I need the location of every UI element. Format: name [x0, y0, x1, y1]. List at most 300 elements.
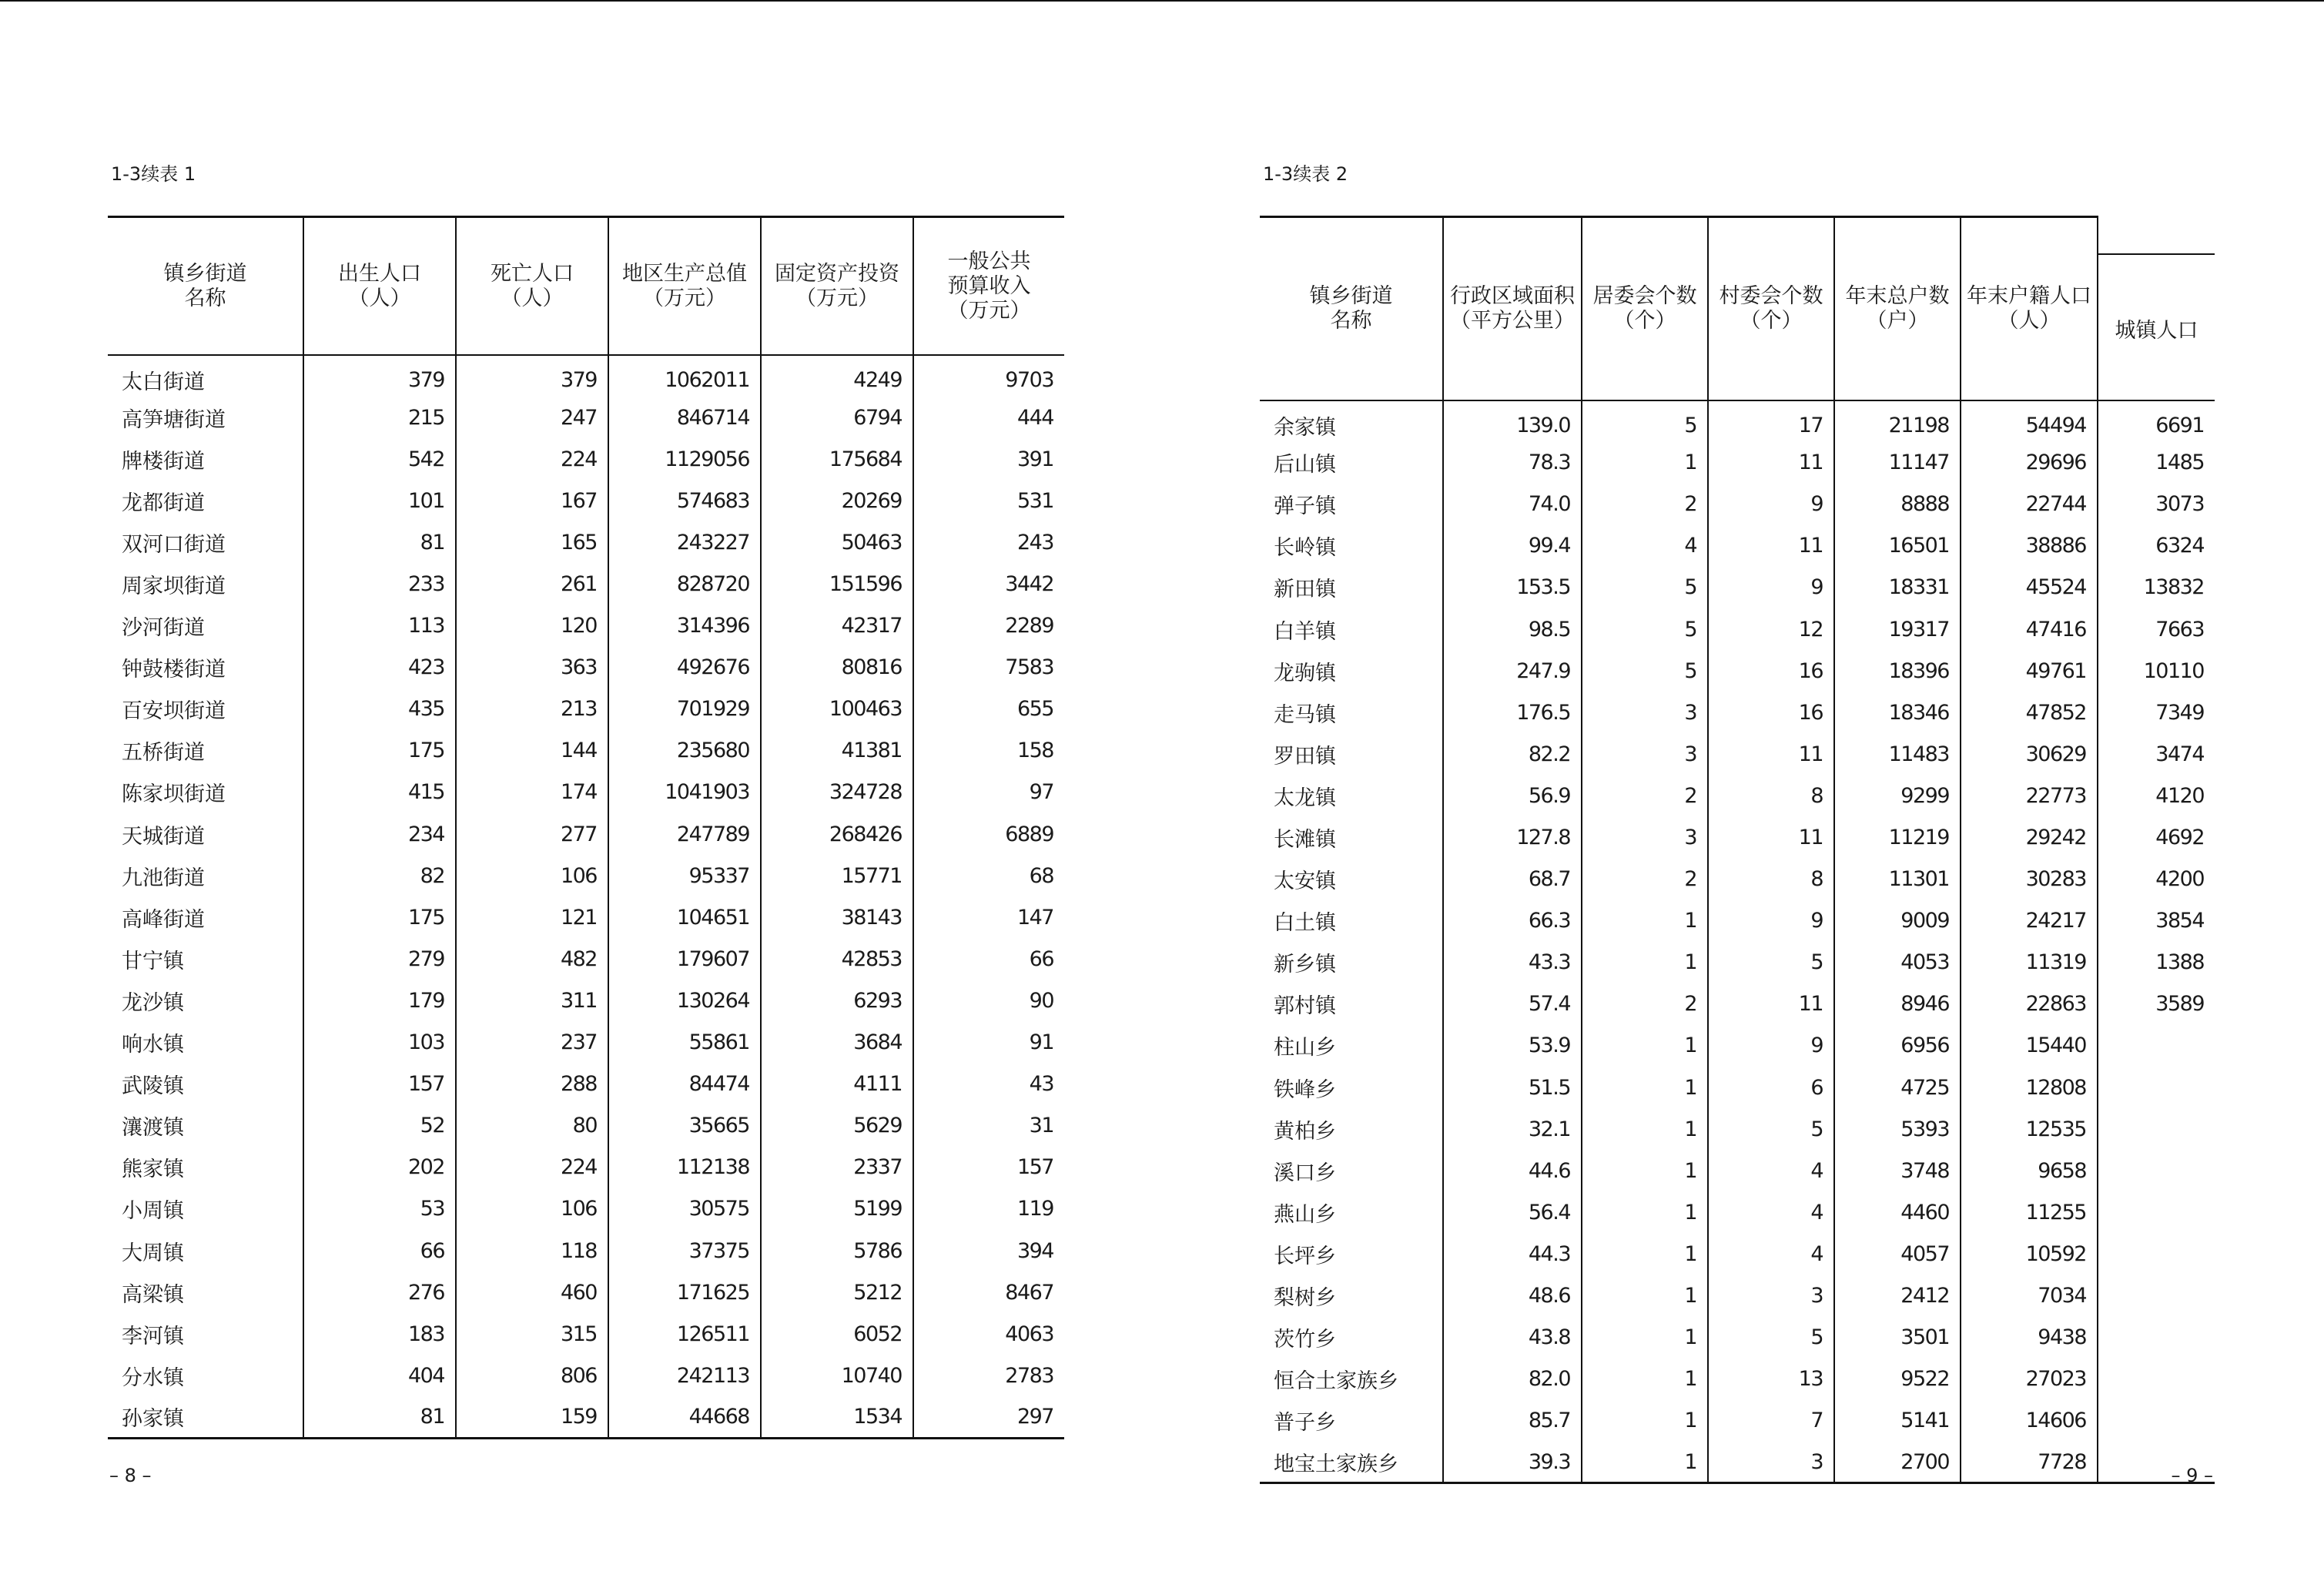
table-row: [108, 1188, 1064, 1230]
cell-households: 19317: [1834, 608, 1961, 650]
header-public-budget-revenue: 一般公共 预算收入 （万元）: [913, 217, 1064, 356]
cell-public-budget-revenue: 243: [913, 521, 1064, 563]
cell-gdp: 171625: [608, 1271, 761, 1313]
cell-urban-population: [2098, 1067, 2215, 1108]
cell-town-name: 天城街道: [122, 824, 205, 849]
cell-gdp: 37375: [608, 1230, 761, 1271]
left-statistics-table: [108, 216, 1064, 1439]
table-row: [1260, 733, 2215, 775]
cell-households: 2412: [1834, 1275, 1961, 1316]
cell-town-name: 梨树乡: [1274, 1286, 1336, 1311]
cell-residents-committees: 1: [1582, 1150, 1708, 1191]
cell-public-budget-revenue: 2289: [913, 605, 1064, 647]
cell-town-name: 长滩镇: [1274, 827, 1336, 852]
cell-area: 127.8: [1443, 816, 1582, 858]
cell-public-budget-revenue: 655: [913, 688, 1064, 730]
cell-town-name: 龙驹镇: [1274, 661, 1336, 685]
cell-households: 18396: [1834, 650, 1961, 692]
cell-public-budget-revenue: 4063: [913, 1313, 1064, 1355]
cell-births: 52: [303, 1105, 456, 1147]
cell-registered-population: 11319: [1961, 942, 2098, 983]
cell-households: 8946: [1834, 983, 1961, 1025]
cell-registered-population: 12535: [1961, 1108, 2098, 1150]
table-row: [108, 438, 1064, 480]
cell-village-committees: 5: [1708, 1317, 1834, 1359]
cell-households: 9522: [1834, 1359, 1961, 1400]
cell-village-committees: 6: [1708, 1067, 1834, 1108]
cell-gdp: 30575: [608, 1188, 761, 1230]
table-row: [108, 397, 1064, 438]
table-row: [108, 980, 1064, 1021]
cell-residents-committees: 5: [1582, 400, 1708, 442]
cell-gdp: 1062011: [608, 355, 761, 397]
cell-village-committees: 9: [1708, 900, 1834, 942]
cell-town-name: 武陵镇: [122, 1074, 184, 1099]
cell-town-name: 龙沙镇: [122, 990, 184, 1015]
cell-registered-population: 9438: [1961, 1317, 2098, 1359]
cell-area: 43.3: [1443, 942, 1582, 983]
cell-births: 404: [303, 1355, 456, 1396]
table-row: [1260, 1067, 2215, 1108]
table-row: [1260, 608, 2215, 650]
cell-residents-committees: 5: [1582, 567, 1708, 608]
cell-fixed-asset-investment: 100463: [761, 688, 913, 730]
cell-village-committees: 11: [1708, 983, 1834, 1025]
cell-village-committees: 11: [1708, 525, 1834, 567]
cell-village-committees: 3: [1708, 1275, 1834, 1316]
table-row: [1260, 484, 2215, 525]
header-residents-committees: 居委会个数 （个）: [1582, 217, 1708, 400]
cell-fixed-asset-investment: 4111: [761, 1064, 913, 1105]
table-row: [1260, 567, 2215, 608]
header-registered-population: 年末户籍人口 （人）: [1961, 217, 2098, 400]
cell-fixed-asset-investment: 1534: [761, 1396, 913, 1438]
table-row: [1260, 650, 2215, 692]
table-row: [108, 1022, 1064, 1064]
cell-town-name: 高笋塘街道: [122, 407, 226, 432]
cell-fixed-asset-investment: 20269: [761, 480, 913, 521]
cell-village-committees: 5: [1708, 942, 1834, 983]
table-row: [108, 647, 1064, 688]
cell-town-name: 新田镇: [1274, 578, 1336, 602]
cell-fixed-asset-investment: 5212: [761, 1271, 913, 1313]
cell-deaths: 165: [456, 521, 608, 563]
cell-fixed-asset-investment: 324728: [761, 772, 913, 813]
cell-urban-population: 7349: [2098, 692, 2215, 733]
cell-births: 215: [303, 397, 456, 438]
cell-deaths: 80: [456, 1105, 608, 1147]
cell-urban-population: 10110: [2098, 650, 2215, 692]
cell-public-budget-revenue: 444: [913, 397, 1064, 438]
left-header-row: [108, 217, 1064, 356]
cell-fixed-asset-investment: 6794: [761, 397, 913, 438]
cell-fixed-asset-investment: 151596: [761, 563, 913, 605]
cell-fixed-asset-investment: 6052: [761, 1313, 913, 1355]
cell-area: 32.1: [1443, 1108, 1582, 1150]
cell-village-committees: 11: [1708, 816, 1834, 858]
cell-public-budget-revenue: 8467: [913, 1271, 1064, 1313]
cell-registered-population: 7728: [1961, 1442, 2098, 1483]
cell-registered-population: 11255: [1961, 1191, 2098, 1233]
cell-town-name: 铁峰乡: [1274, 1077, 1336, 1102]
cell-public-budget-revenue: 531: [913, 480, 1064, 521]
cell-town-name: 溪口乡: [1274, 1161, 1336, 1185]
cell-households: 18346: [1834, 692, 1961, 733]
cell-deaths: 224: [456, 438, 608, 480]
cell-gdp: 35665: [608, 1105, 761, 1147]
table-row: [1260, 1275, 2215, 1316]
cell-residents-committees: 5: [1582, 650, 1708, 692]
table-row: [1260, 1150, 2215, 1191]
cell-registered-population: 15440: [1961, 1025, 2098, 1067]
cell-deaths: 174: [456, 772, 608, 813]
table-row: [108, 355, 1064, 397]
cell-deaths: 315: [456, 1313, 608, 1355]
cell-households: 2700: [1834, 1442, 1961, 1483]
cell-town-name: 五桥街道: [122, 741, 205, 766]
cell-area: 74.0: [1443, 484, 1582, 525]
cell-urban-population: 4120: [2098, 775, 2215, 816]
cell-town-name: 后山镇: [1274, 453, 1336, 477]
cell-public-budget-revenue: 147: [913, 896, 1064, 938]
cell-deaths: 118: [456, 1230, 608, 1271]
cell-public-budget-revenue: 68: [913, 855, 1064, 896]
cell-registered-population: 47416: [1961, 608, 2098, 650]
cell-households: 9009: [1834, 900, 1961, 942]
cell-town-name: 弹子镇: [1274, 494, 1336, 519]
table-row: [108, 1355, 1064, 1396]
cell-fixed-asset-investment: 268426: [761, 813, 913, 855]
cell-households: 3748: [1834, 1150, 1961, 1191]
cell-town-name: 恒合土家族乡: [1274, 1369, 1398, 1394]
table-row: [1260, 859, 2215, 900]
cell-town-name: 响水镇: [122, 1033, 184, 1057]
cell-public-budget-revenue: 90: [913, 980, 1064, 1021]
cell-urban-population: 4200: [2098, 859, 2215, 900]
cell-households: 21198: [1834, 400, 1961, 442]
right-table-title: 1-3续表 2: [1263, 163, 1348, 185]
cell-town-name: 周家坝街道: [122, 575, 226, 599]
cell-town-name: 白土镇: [1274, 911, 1336, 936]
cell-area: 66.3: [1443, 900, 1582, 942]
cell-deaths: 277: [456, 813, 608, 855]
cell-area: 139.0: [1443, 400, 1582, 442]
cell-public-budget-revenue: 157: [913, 1147, 1064, 1188]
cell-town-name: 茨竹乡: [1274, 1328, 1336, 1352]
cell-births: 423: [303, 647, 456, 688]
cell-births: 279: [303, 938, 456, 980]
cell-gdp: 126511: [608, 1313, 761, 1355]
header-town-name: 镇乡街道 名称: [108, 217, 303, 356]
cell-gdp: 243227: [608, 521, 761, 563]
cell-registered-population: 22744: [1961, 484, 2098, 525]
cell-births: 175: [303, 730, 456, 772]
cell-residents-committees: 1: [1582, 1025, 1708, 1067]
cell-deaths: 237: [456, 1022, 608, 1064]
cell-births: 81: [303, 1396, 456, 1438]
cell-village-committees: 8: [1708, 775, 1834, 816]
cell-town-name: 龙都街道: [122, 491, 205, 515]
cell-deaths: 159: [456, 1396, 608, 1438]
cell-public-budget-revenue: 31: [913, 1105, 1064, 1147]
cell-town-name: 孙家镇: [108, 1396, 303, 1438]
cell-residents-committees: 2: [1582, 775, 1708, 816]
cell-births: 435: [303, 688, 456, 730]
cell-urban-population: [2098, 1400, 2215, 1442]
cell-deaths: 224: [456, 1147, 608, 1188]
cell-fixed-asset-investment: 42317: [761, 605, 913, 647]
cell-households: 11301: [1834, 859, 1961, 900]
right-page-number: – 9 –: [2171, 1465, 2213, 1486]
header-fixed-asset-investment: 固定资产投资 （万元）: [761, 217, 913, 356]
cell-urban-population: 13832: [2098, 567, 2215, 608]
cell-fixed-asset-investment: 5199: [761, 1188, 913, 1230]
table-row: [108, 605, 1064, 647]
cell-town-name: 小周镇: [122, 1199, 184, 1224]
cell-deaths: 144: [456, 730, 608, 772]
cell-area: 43.8: [1443, 1317, 1582, 1359]
cell-deaths: 806: [456, 1355, 608, 1396]
header-village-committees: 村委会个数 （个）: [1708, 217, 1834, 400]
cell-households: 5393: [1834, 1108, 1961, 1150]
cell-town-name: 沙河街道: [122, 616, 205, 641]
cell-public-budget-revenue: 2783: [913, 1355, 1064, 1396]
cell-gdp: 701929: [608, 688, 761, 730]
cell-village-committees: 12: [1708, 608, 1834, 650]
cell-gdp: 492676: [608, 647, 761, 688]
table-row: [1260, 1359, 2215, 1400]
cell-households: 4057: [1834, 1233, 1961, 1275]
cell-gdp: 104651: [608, 896, 761, 938]
table-row: [108, 563, 1064, 605]
cell-urban-population: 6691: [2098, 400, 2215, 442]
table-row: [1260, 400, 2215, 442]
table-row: [108, 1396, 1064, 1438]
cell-public-budget-revenue: 119: [913, 1188, 1064, 1230]
cell-area: 56.9: [1443, 775, 1582, 816]
right-header-row: [1260, 217, 2215, 400]
cell-registered-population: 24217: [1961, 900, 2098, 942]
cell-area: 85.7: [1443, 1400, 1582, 1442]
cell-village-committees: 16: [1708, 650, 1834, 692]
cell-households: 11147: [1834, 442, 1961, 484]
cell-fixed-asset-investment: 5629: [761, 1105, 913, 1147]
cell-residents-committees: 1: [1582, 1317, 1708, 1359]
cell-births: 179: [303, 980, 456, 1021]
cell-registered-population: 29696: [1961, 442, 2098, 484]
cell-village-committees: 4: [1708, 1150, 1834, 1191]
cell-urban-population: 1485: [2098, 442, 2215, 484]
cell-registered-population: 38886: [1961, 525, 2098, 567]
cell-urban-population: 6324: [2098, 525, 2215, 567]
cell-registered-population: 45524: [1961, 567, 2098, 608]
cell-village-committees: 7: [1708, 1400, 1834, 1442]
cell-households: 4460: [1834, 1191, 1961, 1233]
cell-urban-population: 1388: [2098, 942, 2215, 983]
cell-residents-committees: 1: [1582, 1108, 1708, 1150]
cell-households: 3501: [1834, 1317, 1961, 1359]
cell-area: 68.7: [1443, 859, 1582, 900]
cell-town-name: 牌楼街道: [122, 449, 205, 474]
cell-deaths: 167: [456, 480, 608, 521]
cell-urban-population: 3474: [2098, 733, 2215, 775]
cell-public-budget-revenue: 394: [913, 1230, 1064, 1271]
cell-town-name: 地宝土家族乡: [1260, 1442, 1443, 1483]
cell-births: 103: [303, 1022, 456, 1064]
cell-births: 66: [303, 1230, 456, 1271]
cell-urban-population: 7663: [2098, 608, 2215, 650]
cell-area: 78.3: [1443, 442, 1582, 484]
cell-area: 176.5: [1443, 692, 1582, 733]
table-row: [1260, 900, 2215, 942]
cell-town-name: 陈家坝街道: [122, 782, 226, 807]
cell-registered-population: 47852: [1961, 692, 2098, 733]
cell-births: 53: [303, 1188, 456, 1230]
cell-fixed-asset-investment: 2337: [761, 1147, 913, 1188]
cell-deaths: 311: [456, 980, 608, 1021]
cell-village-committees: 9: [1708, 484, 1834, 525]
cell-residents-committees: 2: [1582, 983, 1708, 1025]
cell-town-name: 柱山乡: [1274, 1036, 1336, 1060]
top-border-line: [0, 0, 2324, 2]
cell-residents-committees: 1: [1582, 1191, 1708, 1233]
cell-public-budget-revenue: 391: [913, 438, 1064, 480]
table-row: [1260, 692, 2215, 733]
table-row: [108, 896, 1064, 938]
cell-town-name: 罗田镇: [1274, 744, 1336, 769]
cell-public-budget-revenue: 7583: [913, 647, 1064, 688]
cell-fixed-asset-investment: 5786: [761, 1230, 913, 1271]
cell-deaths: 120: [456, 605, 608, 647]
cell-births: 82: [303, 855, 456, 896]
cell-area: 56.4: [1443, 1191, 1582, 1233]
cell-town-name: 九池街道: [122, 866, 205, 890]
header-town-name: 镇乡街道 名称: [1260, 217, 1443, 400]
table-row: [1260, 442, 2215, 484]
header-households: 年末总户数 （户）: [1834, 217, 1961, 400]
cell-fixed-asset-investment: 3684: [761, 1022, 913, 1064]
header-gdp: 地区生产总值 （万元）: [608, 217, 761, 356]
cell-births: 101: [303, 480, 456, 521]
cell-gdp: 95337: [608, 855, 761, 896]
cell-deaths: 379: [456, 355, 608, 397]
cell-deaths: 106: [456, 855, 608, 896]
cell-town-name: 太安镇: [1274, 869, 1336, 894]
cell-deaths: 261: [456, 563, 608, 605]
cell-town-name: 白羊镇: [1274, 619, 1336, 644]
header-area: 行政区域面积 （平方公里）: [1443, 217, 1582, 400]
cell-village-committees: 5: [1708, 1108, 1834, 1150]
cell-residents-committees: 3: [1582, 692, 1708, 733]
header-births: 出生人口 （人）: [303, 217, 456, 356]
cell-registered-population: 9658: [1961, 1150, 2098, 1191]
cell-births: 113: [303, 605, 456, 647]
table-row: [108, 1230, 1064, 1271]
cell-births: 234: [303, 813, 456, 855]
cell-births: 175: [303, 896, 456, 938]
cell-residents-committees: 4: [1582, 525, 1708, 567]
cell-deaths: 106: [456, 1188, 608, 1230]
cell-area: 44.3: [1443, 1233, 1582, 1275]
cell-fixed-asset-investment: 50463: [761, 521, 913, 563]
cell-village-committees: 11: [1708, 442, 1834, 484]
cell-registered-population: 14606: [1961, 1400, 2098, 1442]
cell-residents-committees: 1: [1582, 942, 1708, 983]
table-row: [1260, 942, 2215, 983]
cell-births: 81: [303, 521, 456, 563]
cell-gdp: 112138: [608, 1147, 761, 1188]
cell-births: 379: [303, 355, 456, 397]
table-row: [1260, 1025, 2215, 1067]
table-row: [108, 688, 1064, 730]
cell-town-name: 熊家镇: [122, 1157, 184, 1182]
table-row: [108, 1271, 1064, 1313]
cell-households: 4725: [1834, 1067, 1961, 1108]
cell-gdp: 574683: [608, 480, 761, 521]
cell-fixed-asset-investment: 80816: [761, 647, 913, 688]
cell-residents-committees: 2: [1582, 484, 1708, 525]
cell-area: 82.0: [1443, 1359, 1582, 1400]
cell-area: 51.5: [1443, 1067, 1582, 1108]
cell-residents-committees: 1: [1582, 442, 1708, 484]
cell-gdp: 44668: [608, 1396, 761, 1438]
cell-residents-committees: 3: [1582, 733, 1708, 775]
table-row: [1260, 816, 2215, 858]
cell-town-name: 大周镇: [122, 1241, 184, 1265]
table-row: [108, 813, 1064, 855]
cell-registered-population: 12808: [1961, 1067, 2098, 1108]
cell-registered-population: 49761: [1961, 650, 2098, 692]
cell-town-name: 长坪乡: [1274, 1244, 1336, 1268]
cell-public-budget-revenue: 158: [913, 730, 1064, 772]
cell-village-committees: 13: [1708, 1359, 1834, 1400]
cell-gdp: 846714: [608, 397, 761, 438]
cell-registered-population: 29242: [1961, 816, 2098, 858]
cell-area: 98.5: [1443, 608, 1582, 650]
cell-urban-population: 4692: [2098, 816, 2215, 858]
cell-deaths: 288: [456, 1064, 608, 1105]
header-deaths: 死亡人口 （人）: [456, 217, 608, 356]
cell-births: 276: [303, 1271, 456, 1313]
cell-public-budget-revenue: 66: [913, 938, 1064, 980]
cell-households: 4053: [1834, 942, 1961, 983]
cell-households: 9299: [1834, 775, 1961, 816]
table-row: [108, 772, 1064, 813]
table-row: [108, 938, 1064, 980]
cell-deaths: 460: [456, 1271, 608, 1313]
cell-urban-population: 3854: [2098, 900, 2215, 942]
cell-households: 5141: [1834, 1400, 1961, 1442]
table-row: [1260, 1233, 2215, 1275]
cell-public-budget-revenue: 43: [913, 1064, 1064, 1105]
cell-town-name: 太龙镇: [1274, 786, 1336, 810]
cell-households: 18331: [1834, 567, 1961, 608]
cell-public-budget-revenue: 97: [913, 772, 1064, 813]
cell-households: 11483: [1834, 733, 1961, 775]
cell-births: 542: [303, 438, 456, 480]
cell-area: 53.9: [1443, 1025, 1582, 1067]
cell-births: 233: [303, 563, 456, 605]
cell-village-committees: 8: [1708, 859, 1834, 900]
cell-town-name: 高梁镇: [122, 1282, 184, 1307]
table-row: [1260, 1317, 2215, 1359]
cell-fixed-asset-investment: 41381: [761, 730, 913, 772]
cell-deaths: 213: [456, 688, 608, 730]
left-table-title: 1-3续表 1: [111, 163, 196, 185]
cell-town-name: 高峰街道: [122, 907, 205, 932]
cell-residents-committees: 5: [1582, 608, 1708, 650]
cell-area: 57.4: [1443, 983, 1582, 1025]
